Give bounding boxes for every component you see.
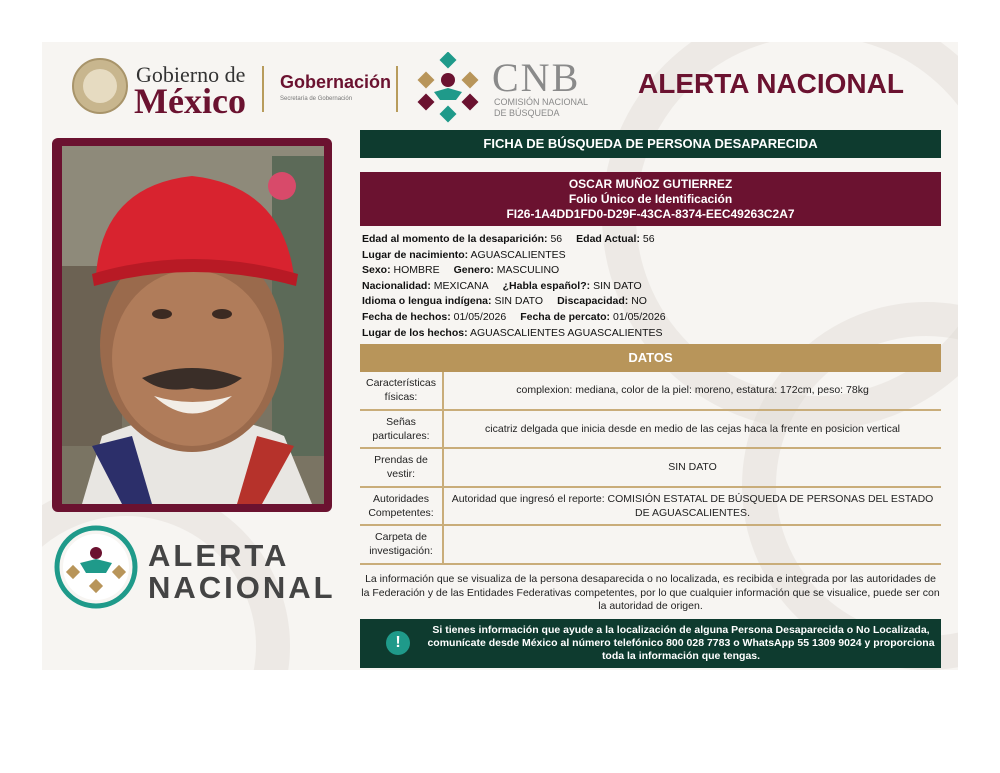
disclaimer-text: La información que se visualiza de la persona desaparecida o no localizada, es recibida e integrada por las autoridades de la Federación y de las Entidades Federativas competentes, por lo que cualquier información que se visualice, puede ser con la autoridad de origen. <box>361 573 940 612</box>
callout-text: Si tienes información que ayude a la localización de alguna Persona Desaparecida o No Localizada, comunícate desde México al número telefónico 800 028 7783 o WhatsApp 55 1309 9024 y proporciona toda la información que tengas. <box>427 624 935 662</box>
person-info: Edad al momento de la desaparición: 56 Edad Actual: 56 Lugar de nacimiento: AGUASCALIENTES Sexo: HOMBRE Genero: MASCULINO Nacionalidad: MEXICANA ¿Habla español?: SIN DATO Idioma o lengua indígena: SIN DATO Discapacidad: NO Fecha de hechos: 01/05/2026 Fecha de percato: 01/05/2026 Lugar de los hechos: AGUASCALIENTES AGUASCALIENTES <box>362 233 666 339</box>
discapacidad: NO <box>631 295 647 308</box>
gobierno-line2: México <box>134 81 246 121</box>
table-row <box>360 525 941 564</box>
lugar-hechos: AGUASCALIENTES AGUASCALIENTES <box>469 326 663 339</box>
header-divider <box>262 66 264 112</box>
gobierno-line1: Gobierno de <box>136 62 246 87</box>
fecha-percato: 01/05/2026 <box>612 310 666 323</box>
genero: MASCULINO <box>496 264 560 277</box>
person-photo <box>62 146 324 504</box>
habla-espanol: SIN DATO <box>593 279 642 292</box>
table-row <box>360 410 941 449</box>
gobernacion-sub: Secretaría de Gobernación <box>280 96 353 102</box>
table-row <box>360 487 941 526</box>
row-label: Autoridades Competentes: <box>360 487 443 526</box>
cnb-logo-icon <box>412 52 484 124</box>
cnb-subtitle: COMISIÓN NACIONAL DE BÚSQUEDA <box>494 97 589 118</box>
folio-label: Folio Único de Identificación <box>568 192 733 206</box>
nacionalidad: MEXICANA <box>433 279 489 292</box>
row-value: cicatriz delgada que inicia desde en medio de las cejas haca la frente en posicion vertical <box>443 410 941 449</box>
row-label: Señas particulares: <box>360 410 443 449</box>
table-row <box>360 448 941 487</box>
person-name: OSCAR MUÑOZ GUTIERREZ <box>568 177 733 191</box>
row-value <box>443 525 941 564</box>
lugar-nacimiento: AGUASCALIENTES <box>470 248 566 261</box>
row-label: Carpeta de investigación: <box>360 525 443 564</box>
gobierno-seal-icon <box>72 58 128 114</box>
alerta-logo-line1: ALERTA <box>148 538 290 573</box>
ficha-title: FICHA DE BÚSQUEDA DE PERSONA DESAPARECIDA <box>360 130 941 158</box>
header-divider <box>396 66 398 112</box>
exclamation-icon: ! <box>386 631 410 655</box>
edad-desaparicion: 56 <box>550 233 563 245</box>
row-value: Autoridad que ingresó el reporte: COMISIÓN ESTATAL DE BÚSQUEDA DE PERSONAS DEL ESTADO DE AGUASCALIENTES. <box>443 487 941 526</box>
alerta-logo-line2: NACIONAL <box>148 570 336 605</box>
datos-table <box>360 372 941 565</box>
person-header <box>360 172 941 226</box>
idioma: SIN DATO <box>494 295 544 308</box>
row-label: Características físicas: <box>360 372 443 410</box>
gobernacion-label: Gobernación <box>280 72 392 92</box>
edad-actual: 56 <box>642 233 655 245</box>
datos-title: DATOS <box>360 344 941 372</box>
sexo: HOMBRE <box>393 264 440 277</box>
fecha-hechos: 01/05/2026 <box>453 310 507 323</box>
table-row <box>360 372 941 410</box>
row-value: SIN DATO <box>443 448 941 487</box>
row-value: complexion: mediana, color de la piel: moreno, estatura: 172cm, peso: 78kg <box>443 372 941 410</box>
alerta-nacional-title: ALERTA NACIONAL <box>638 68 904 99</box>
folio-value: FI26-1A4DD1FD0-D29F-43CA-8374-EEC49263C2A7 <box>506 207 795 221</box>
cnb-wordmark: CNB <box>492 55 581 100</box>
contact-callout <box>360 619 941 668</box>
row-label: Prendas de vestir: <box>360 448 443 487</box>
alerta-nacional-logo-icon <box>54 525 138 609</box>
